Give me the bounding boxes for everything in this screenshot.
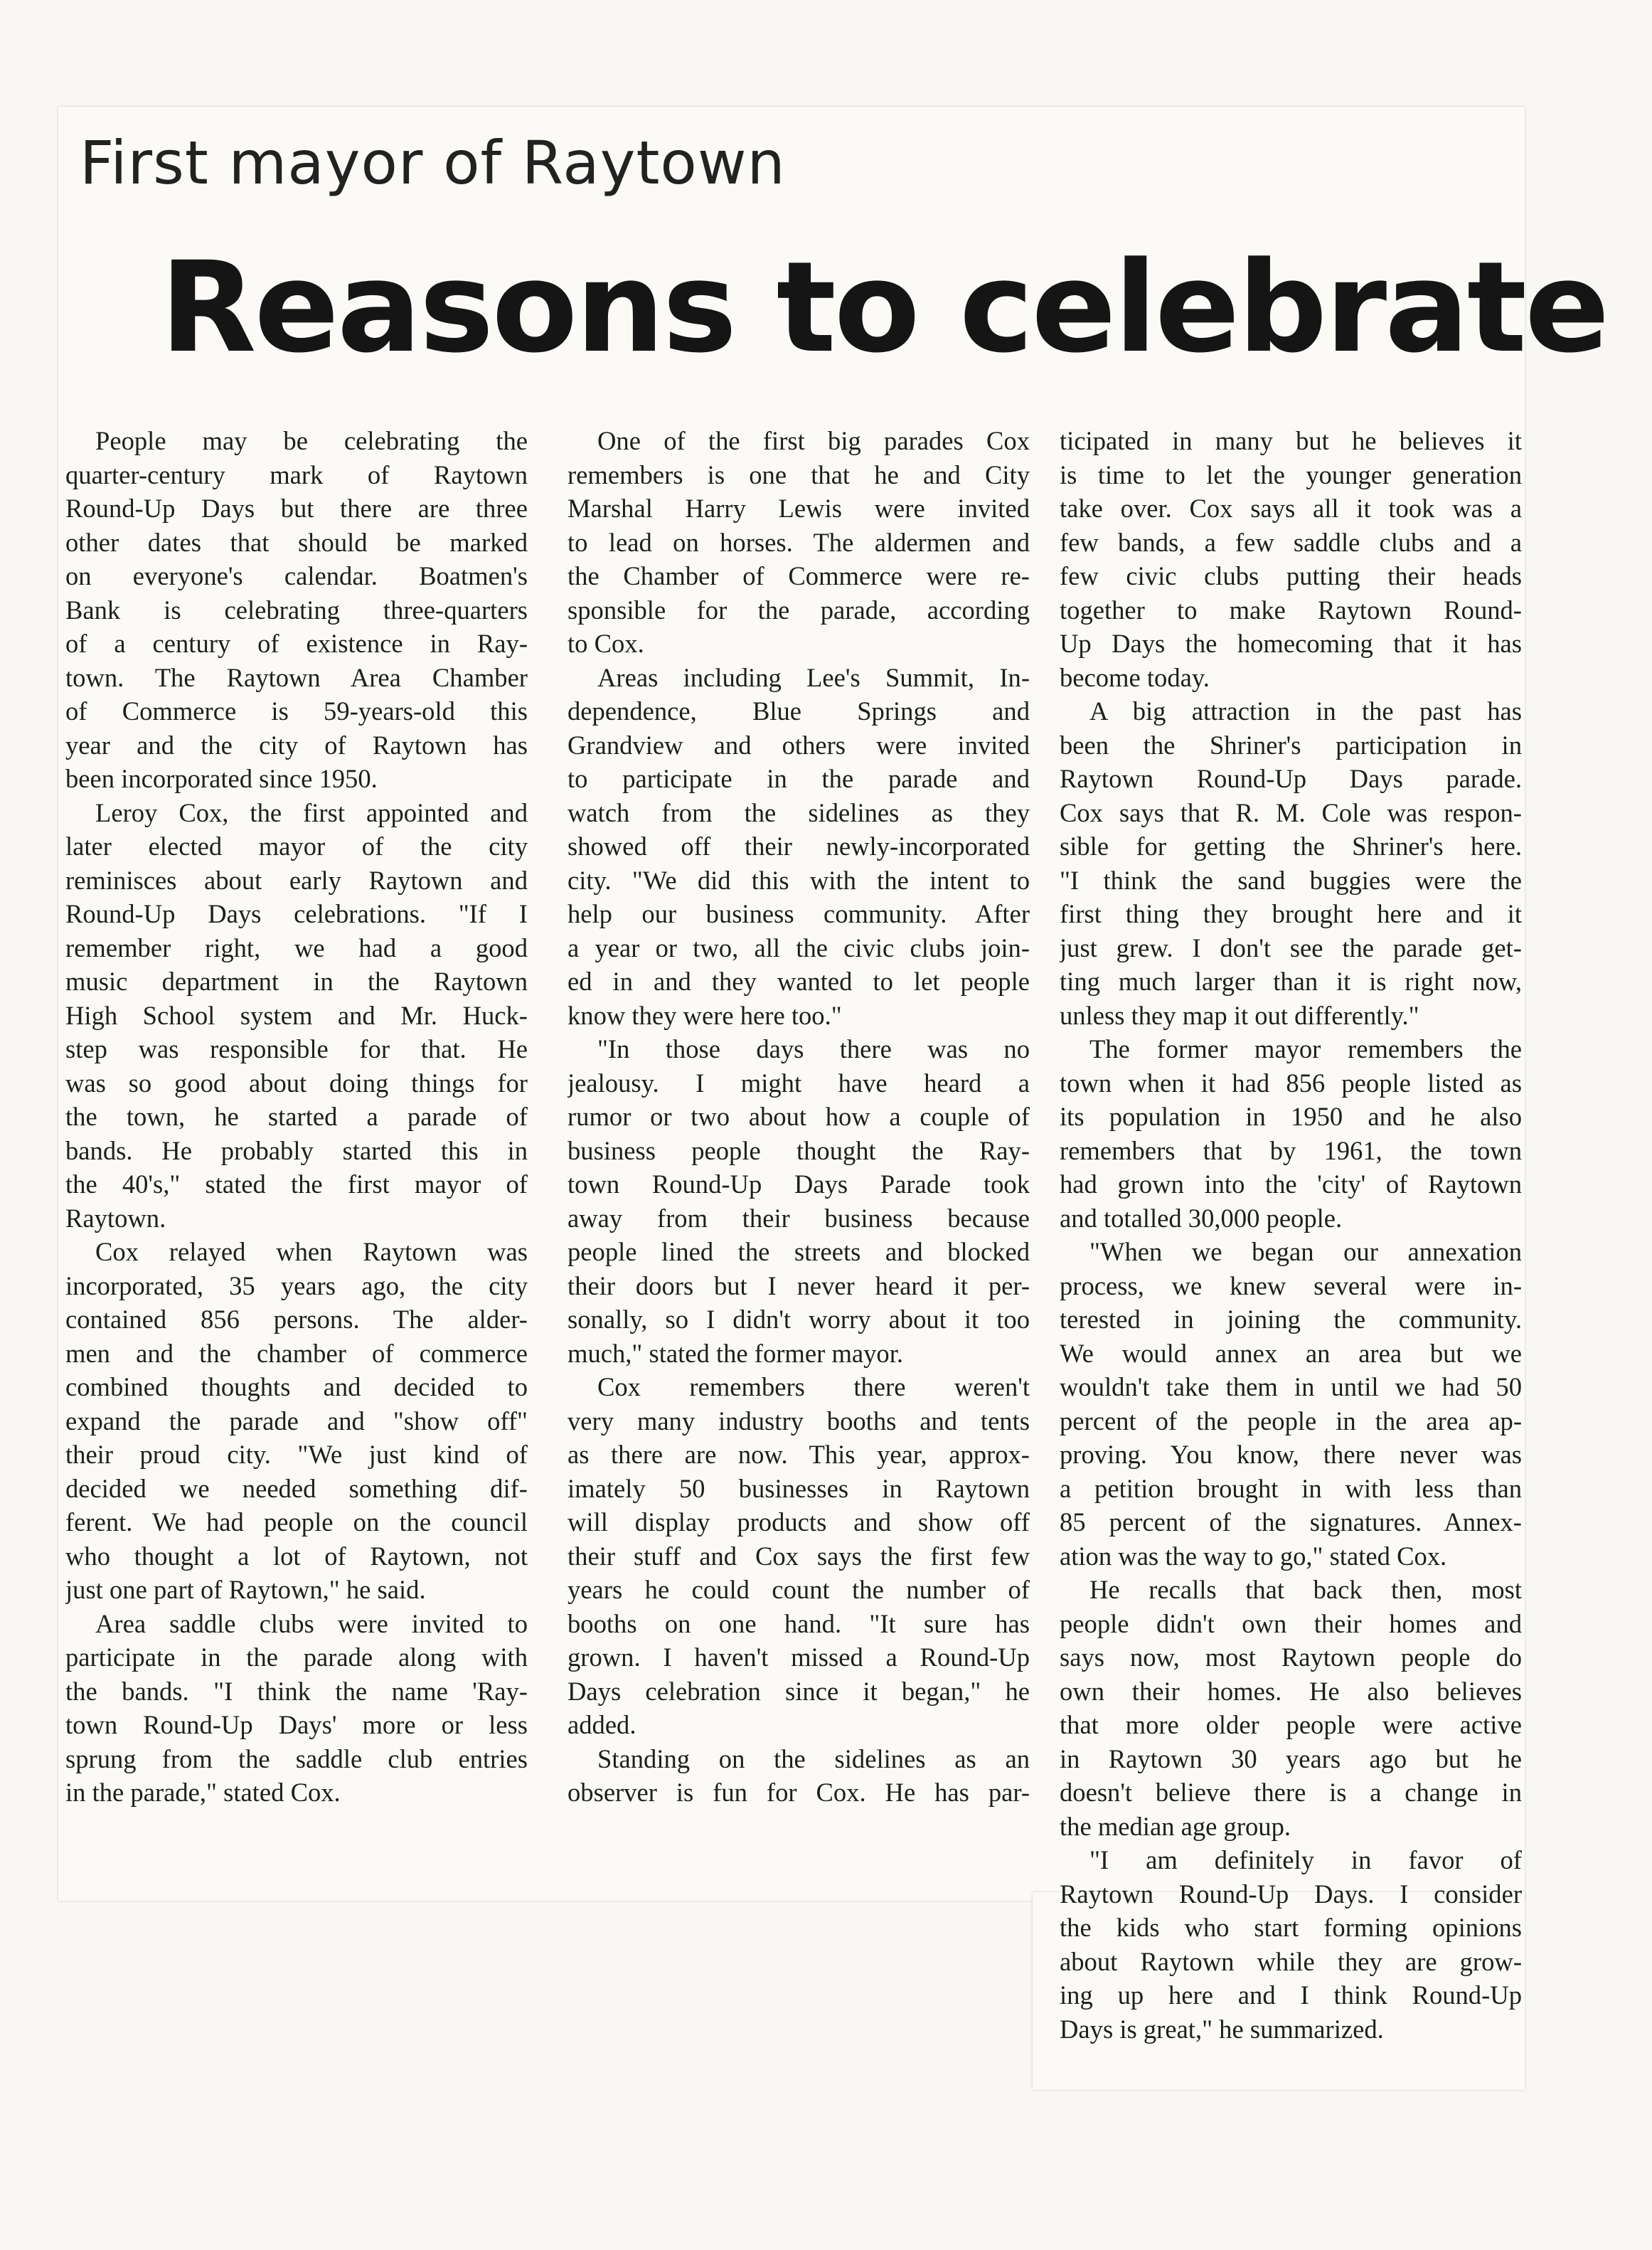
article-line: remembers is one that he and City (567, 460, 1030, 489)
article-line: about Raytown while they are grow- (1060, 1946, 1522, 1976)
article-line: "In those days there was no (597, 1034, 1030, 1063)
article-line: Days is great," he summarized. (1060, 2014, 1384, 2044)
article-line: ferent. We had people on the council (65, 1507, 528, 1537)
article-line: as there are now. This year, approx- (567, 1440, 1030, 1469)
article-line: Round-Up Days celebrations. "If I (65, 899, 528, 928)
article-line: quarter-century mark of Raytown (65, 460, 528, 489)
article-line: Raytown. (65, 1203, 166, 1233)
article-line: He recalls that back then, most (1089, 1575, 1522, 1604)
article-line: percent of the people in the area ap- (1060, 1406, 1522, 1436)
article-line: step was responsible for that. He (65, 1034, 528, 1063)
article-line: been the Shriner's participation in (1060, 730, 1522, 760)
article-line: is time to let the younger generation (1060, 460, 1522, 489)
article-line: "I think the sand buggies were the (1060, 865, 1522, 895)
article-line: ed in and they wanted to let people (567, 967, 1030, 996)
article-line: ation was the way to go," stated Cox. (1060, 1541, 1447, 1571)
article-line: A big attraction in the past has (1089, 696, 1522, 726)
article-line: few bands, a few saddle clubs and a (1060, 527, 1522, 557)
article-line: process, we knew several were in- (1060, 1270, 1522, 1300)
article-line: remembers that by 1961, the town (1060, 1135, 1522, 1165)
article-line: away from their business because (567, 1203, 1030, 1233)
article-line: Bank is celebrating three-quarters (65, 595, 528, 625)
article-line: High School system and Mr. Huck- (65, 1000, 528, 1030)
article-line: contained 856 persons. The alder- (65, 1305, 528, 1334)
article-line: The former mayor remembers the (1089, 1034, 1522, 1063)
article-line: music department in the Raytown (65, 967, 528, 996)
article-line: in the parade," stated Cox. (65, 1778, 341, 1807)
article-line: who thought a lot of Raytown, not (65, 1541, 528, 1571)
article-line: together to make Raytown Round- (1060, 595, 1522, 625)
article-line: their stuff and Cox says the first few (567, 1541, 1030, 1571)
article-line: own their homes. He also believes (1060, 1676, 1522, 1706)
article-headline: Reasons to celebrate (160, 235, 1608, 381)
article-line: first thing they brought here and it (1060, 899, 1522, 928)
article-line: combined thoughts and decided to (65, 1372, 528, 1401)
article-line: Cox says that R. M. Cole was respon- (1060, 797, 1522, 827)
article-line: of a century of existence in Ray- (65, 629, 528, 658)
article-line: Days celebration since it began," he (567, 1676, 1030, 1706)
article-line: take over. Cox says all it took was a (1060, 494, 1522, 523)
article-line: year and the city of Raytown has (65, 730, 528, 760)
article-line: the median age group. (1060, 1811, 1291, 1841)
article-line: later elected mayor of the city (65, 832, 528, 861)
article-line: that more older people were active (1060, 1710, 1522, 1739)
article-line: just one part of Raytown," he said. (65, 1575, 426, 1604)
article-line: town Round-Up Days' more or less (65, 1710, 528, 1739)
article-line: We would annex an area but we (1060, 1338, 1522, 1368)
article-line: booths on one hand. "It sure has (567, 1608, 1030, 1638)
article-line: expand the parade and "show off" (65, 1406, 528, 1436)
article-line: of Commerce is 59-years-old this (65, 696, 528, 726)
article-line: Round-Up Days but there are three (65, 494, 528, 523)
article-line: its population in 1950 and he also (1060, 1102, 1522, 1131)
article-line: become today. (1060, 662, 1210, 692)
article-line: Standing on the sidelines as an (597, 1744, 1030, 1773)
article-line: wouldn't take them in until we had 50 (1060, 1372, 1522, 1401)
article-line: their proud city. "We just kind of (65, 1440, 528, 1469)
article-line: unless they map it out differently." (1060, 1000, 1419, 1030)
article-line: years he could count the number of (567, 1575, 1030, 1604)
article-line: bands. He probably started this in (65, 1135, 528, 1165)
article-line: few civic clubs putting their heads (1060, 561, 1522, 590)
article-line: reminisces about early Raytown and (65, 865, 528, 895)
article-line: ting much larger than it is right now, (1060, 967, 1522, 996)
article-line: their doors but I never heard it per- (567, 1270, 1030, 1300)
article-line: proving. You know, there never was (1060, 1440, 1522, 1469)
article-line: the 40's," stated the first mayor of (65, 1169, 528, 1199)
article-line: know they were here too." (567, 1000, 842, 1030)
article-column-1 (65, 424, 528, 1810)
article-line: 85 percent of the signatures. Annex- (1060, 1507, 1522, 1537)
article-line: One of the first big parades Cox (597, 426, 1030, 455)
article-line: in Raytown 30 years ago but he (1060, 1744, 1522, 1773)
article-line: other dates that should be marked (65, 527, 528, 557)
article-line: business people thought the Ray- (567, 1135, 1030, 1165)
article-line: Raytown Round-Up Days parade. (1060, 764, 1522, 793)
article-line: the kids who start forming opinions (1060, 1913, 1522, 1942)
article-line: Raytown Round-Up Days. I consider (1060, 1879, 1522, 1909)
article-line: had grown into the 'city' of Raytown (1060, 1169, 1522, 1199)
article-line: just grew. I don't see the parade get- (1060, 933, 1522, 962)
article-line: watch from the sidelines as they (567, 797, 1030, 827)
article-line: observer is fun for Cox. He has par- (567, 1778, 1030, 1807)
article-line: town when it had 856 people listed as (1060, 1068, 1522, 1098)
article-line: terested in joining the community. (1060, 1305, 1522, 1334)
article-line: Areas including Lee's Summit, In- (597, 662, 1030, 692)
article-line: sprung from the saddle club entries (65, 1744, 528, 1773)
article-line: help our business community. After (567, 899, 1030, 928)
article-line: been incorporated since 1950. (65, 764, 378, 793)
article-line: incorporated, 35 years ago, the city (65, 1270, 528, 1300)
article-kicker: First mayor of Raytown (80, 128, 786, 198)
article-line: Marshal Harry Lewis were invited (567, 494, 1030, 523)
article-line: men and the chamber of commerce (65, 1338, 528, 1368)
article-line: People may be celebrating the (95, 426, 528, 455)
article-line: "When we began our annexation (1089, 1237, 1522, 1266)
article-line: Leroy Cox, the first appointed and (95, 797, 528, 827)
article-line: rumor or two about how a couple of (567, 1102, 1030, 1131)
article-line: to participate in the parade and (567, 764, 1030, 793)
article-line: very many industry booths and tents (567, 1406, 1030, 1436)
article-line: was so good about doing things for (65, 1068, 528, 1098)
article-line: a year or two, all the civic clubs join- (567, 933, 1030, 962)
article-line: showed off their newly-incorporated (567, 832, 1030, 861)
article-line: ing up here and I think Round-Up (1060, 1980, 1522, 2010)
article-line: people lined the streets and blocked (567, 1237, 1030, 1266)
article-line: town Round-Up Days Parade took (567, 1169, 1030, 1199)
article-line: Area saddle clubs were invited to (95, 1608, 528, 1638)
article-line: people didn't own their homes and (1060, 1608, 1522, 1638)
article-line: decided we needed something dif- (65, 1473, 528, 1503)
article-line: doesn't believe there is a change in (1060, 1778, 1522, 1807)
article-line: grown. I haven't missed a Round-Up (567, 1643, 1030, 1672)
article-line: remember right, we had a good (65, 933, 528, 962)
article-line: sponsible for the parade, according (567, 595, 1030, 625)
article-line: much," stated the former mayor. (567, 1338, 904, 1368)
article-line: a petition brought in with less than (1060, 1473, 1522, 1503)
article-line: ticipated in many but he believes it (1060, 426, 1522, 455)
article-line: to lead on horses. The aldermen and (567, 527, 1030, 557)
article-line: the town, he started a parade of (65, 1102, 528, 1131)
article-line: the bands. "I think the name 'Ray- (65, 1676, 528, 1706)
article-line: participate in the parade along with (65, 1643, 528, 1672)
article-line: will display products and show off (567, 1507, 1030, 1537)
article-line: and totalled 30,000 people. (1060, 1203, 1343, 1233)
article-line: says now, most Raytown people do (1060, 1643, 1522, 1672)
article-line: Up Days the homecoming that it has (1060, 629, 1522, 658)
article-line: "I am definitely in favor of (1089, 1845, 1522, 1874)
article-line: Cox remembers there weren't (597, 1372, 1030, 1401)
article-line: Cox relayed when Raytown was (95, 1237, 528, 1266)
article-column-3 (1060, 424, 1522, 2046)
article-line: on everyone's calendar. Boatmen's (65, 561, 528, 590)
article-line: Grandview and others were invited (567, 730, 1030, 760)
article-column-2 (567, 424, 1030, 1810)
article-line: sonally, so I didn't worry about it too (567, 1305, 1030, 1334)
article-line: the Chamber of Commerce were re- (567, 561, 1030, 590)
article-line: city. "We did this with the intent to (567, 865, 1030, 895)
article-line: to Cox. (567, 629, 644, 658)
article-line: imately 50 businesses in Raytown (567, 1473, 1030, 1503)
article-line: dependence, Blue Springs and (567, 696, 1030, 726)
article-line: sible for getting the Shriner's here. (1060, 832, 1522, 861)
article-line: added. (567, 1710, 636, 1739)
article-line: jealousy. I might have heard a (567, 1068, 1030, 1098)
article-line: town. The Raytown Area Chamber (65, 662, 528, 692)
